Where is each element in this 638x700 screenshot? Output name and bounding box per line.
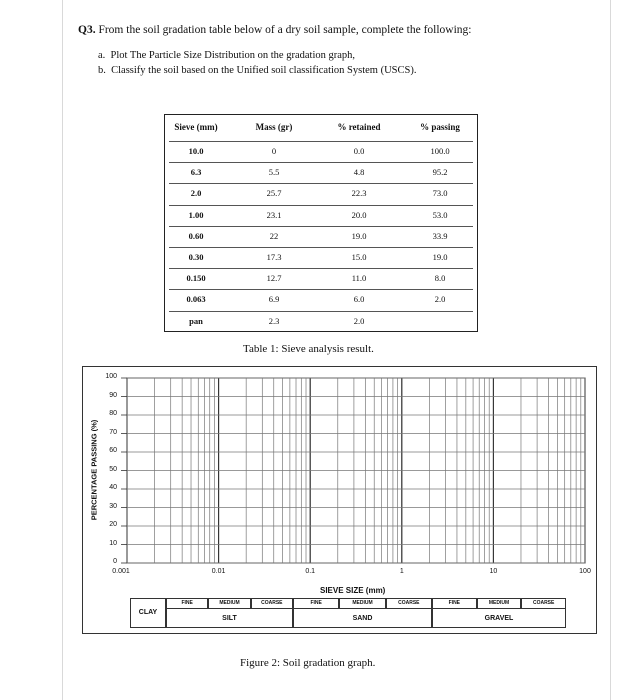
- table-cell: 2.0: [353, 315, 365, 326]
- gravel-sub-label: FINE: [448, 600, 461, 606]
- y-tick-label: 20: [109, 521, 117, 528]
- silt-sub-label: COARSE: [261, 600, 283, 606]
- gravel-label: GRAVEL: [484, 615, 514, 622]
- table-cell: 0.063: [186, 294, 206, 305]
- clay-label: CLAY: [138, 609, 158, 616]
- sand-label: SAND: [352, 615, 373, 622]
- silt-label: SILT: [222, 615, 237, 622]
- table-cell: 95.2: [432, 167, 448, 178]
- table-cell: 6.0: [353, 294, 365, 305]
- table-cell: 2.0: [190, 188, 202, 199]
- x-tick-label: 0.01: [211, 568, 226, 575]
- gravel-sub-label: MEDIUM: [488, 600, 510, 606]
- y-tick-label: 10: [109, 539, 117, 547]
- question-number: Q3.: [78, 24, 96, 36]
- x-tick-label: 0.001: [112, 568, 130, 575]
- table-header-cell: % passing: [420, 122, 460, 132]
- table-cell: 0.60: [188, 230, 204, 241]
- table-cell: 0.150: [186, 273, 206, 284]
- table-cell: 25.7: [266, 188, 282, 199]
- table-cell: 1.00: [188, 209, 204, 220]
- x-tick-label: 1: [399, 568, 404, 575]
- sand-sub-label: FINE: [310, 600, 322, 606]
- silt-sub-label: MEDIUM: [219, 600, 240, 606]
- table-cell: 19.0: [432, 252, 448, 262]
- table-cell: 17.3: [266, 252, 282, 262]
- gravel-sub-label: COARSE: [532, 600, 555, 606]
- table-cell: 23.1: [266, 209, 282, 220]
- item-text: Classify the soil based on the Unified soil classification System (USCS).: [111, 65, 417, 76]
- table-cell: 8.0: [434, 273, 446, 284]
- silt-sub-label: FINE: [181, 600, 193, 606]
- y-axis-label-text: PERCENTAGE PASSING (%): [89, 419, 99, 521]
- table-cell: 2.0: [434, 294, 446, 305]
- question-text: From the soil gradation table below of a dry soil sample, complete the following:: [98, 24, 472, 36]
- table-cell: 6.3: [190, 167, 202, 178]
- y-tick-label: 100: [105, 373, 117, 380]
- table-cell: pan: [189, 315, 203, 326]
- x-tick-label: 0.1: [305, 568, 316, 575]
- y-tick-label: 40: [109, 484, 117, 491]
- x-tick-label: 100: [579, 568, 591, 575]
- y-tick-label: 70: [109, 428, 117, 436]
- table-cell: 0.0: [353, 146, 365, 156]
- x-tick-label: 10: [489, 568, 498, 575]
- y-tick-label: 50: [109, 465, 117, 473]
- table-cell: 15.0: [351, 252, 367, 262]
- x-axis-label: SIEVE SIZE (mm): [320, 586, 386, 595]
- table-cell: 0.30: [188, 252, 204, 262]
- y-tick-label: 90: [109, 391, 117, 399]
- table-cell: 20.0: [351, 209, 367, 220]
- table-caption: Table 1: Sieve analysis result.: [243, 343, 374, 355]
- table-cell: 2.3: [268, 315, 280, 326]
- y-tick-label: 30: [109, 502, 117, 510]
- table-cell: 19.0: [351, 230, 367, 241]
- sand-sub-label: MEDIUM: [352, 600, 373, 606]
- y-tick-label: 0: [113, 558, 117, 565]
- table-cell: 22: [269, 230, 279, 241]
- table-cell: 10.0: [188, 146, 204, 156]
- sand-sub-label: COARSE: [398, 600, 420, 606]
- figure-caption: Figure 2: Soil gradation graph.: [240, 657, 376, 669]
- y-tick-label: 80: [109, 410, 117, 417]
- table-cell: 5.5: [268, 167, 280, 178]
- table-cell: 6.9: [268, 294, 280, 305]
- item-marker: b.: [98, 65, 106, 76]
- item-marker: a.: [98, 50, 106, 61]
- y-tick-label: 60: [109, 447, 117, 454]
- item-text: Plot The Particle Size Distribution on the gradation graph,: [110, 50, 356, 61]
- table-header-cell: Mass (gr): [255, 122, 293, 132]
- table-header-cell: Sieve (mm): [174, 122, 218, 132]
- table-cell: 12.7: [266, 273, 282, 284]
- table-cell: 33.9: [432, 230, 448, 241]
- table-cell: 11.0: [351, 273, 367, 284]
- table-cell: 4.8: [353, 167, 365, 178]
- table-cell: 22.3: [351, 188, 367, 199]
- table-cell: 0: [271, 146, 277, 156]
- table-header-cell: % retained: [337, 122, 381, 132]
- table-cell: 100.0: [430, 146, 450, 156]
- table-cell: 53.0: [432, 209, 448, 220]
- table-cell: 73.0: [432, 188, 448, 199]
